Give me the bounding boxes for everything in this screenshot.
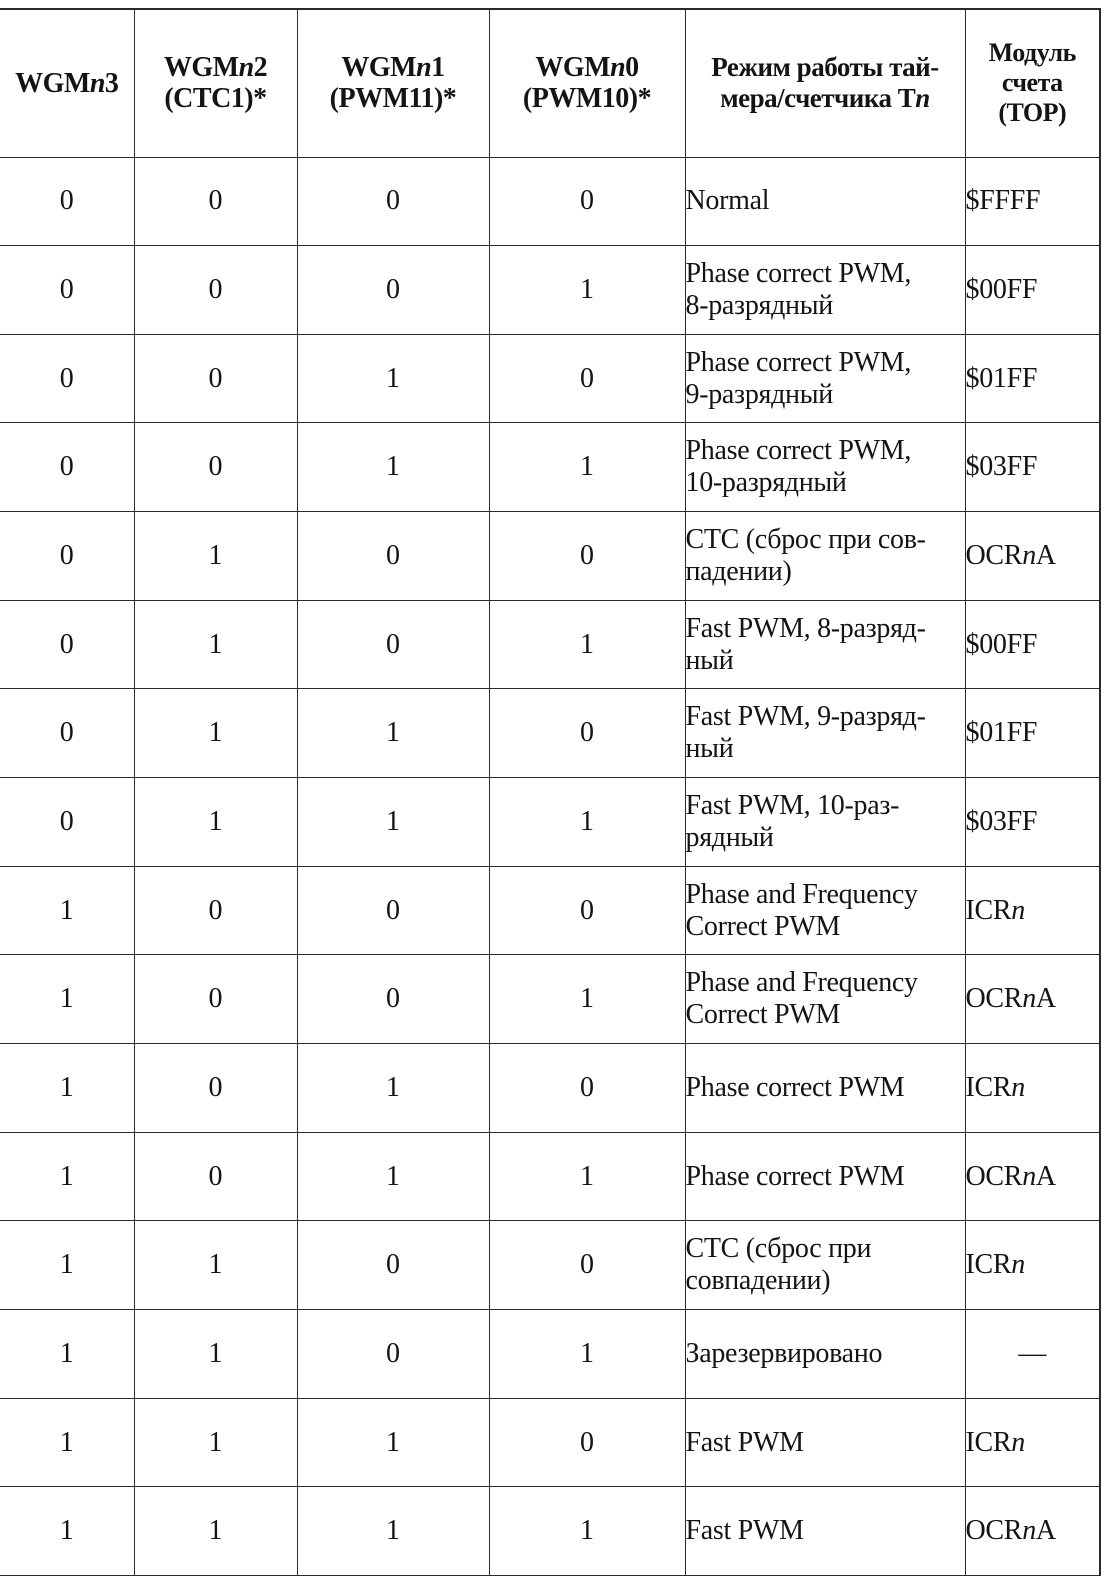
cell-wgm1: 1 bbox=[297, 1132, 489, 1221]
cell-top: $00FF bbox=[965, 246, 1100, 335]
table-row bbox=[0, 512, 1100, 601]
mode-line-2: ный bbox=[685, 644, 734, 676]
mode-line-1: Phase correct PWM, bbox=[685, 346, 912, 378]
cell-mode bbox=[685, 1044, 965, 1133]
mode-line-1: Normal bbox=[685, 185, 770, 217]
cell-top: $FFFF bbox=[965, 157, 1100, 246]
cell-wgm0: 1 bbox=[489, 1310, 685, 1399]
cell-wgm3: 0 bbox=[0, 512, 134, 601]
table-row bbox=[0, 600, 1100, 689]
cell-wgm0: 0 bbox=[489, 689, 685, 778]
cell-wgm3: 0 bbox=[0, 423, 134, 512]
cell-mode bbox=[685, 1310, 965, 1399]
header-mode: Режим работы тай- мера/счетчика Tn bbox=[685, 9, 965, 157]
mode-line-1: Phase correct PWM, bbox=[685, 257, 912, 289]
header-wgm3: WGMn3 bbox=[0, 9, 134, 157]
cell-wgm3: 0 bbox=[0, 334, 134, 423]
mode-line-2: совпадении) bbox=[685, 1265, 831, 1297]
cell-wgm2: 0 bbox=[134, 334, 297, 423]
cell-wgm1: 1 bbox=[297, 423, 489, 512]
cell-wgm1: 0 bbox=[297, 246, 489, 335]
mode-line-1: CTC (сброс при сов- bbox=[685, 523, 926, 555]
cell-wgm3: 0 bbox=[0, 246, 134, 335]
cell-top: ICRn bbox=[965, 1044, 1100, 1133]
mode-line-1: Fast PWM, 8-разряд- bbox=[685, 612, 926, 644]
cell-wgm1: 1 bbox=[297, 689, 489, 778]
cell-wgm2: 0 bbox=[134, 866, 297, 955]
cell-top: OCRnA bbox=[965, 955, 1100, 1044]
header-wgm1: WGMn1 (PWM11)* bbox=[297, 9, 489, 157]
cell-wgm2: 1 bbox=[134, 778, 297, 867]
cell-mode bbox=[685, 955, 965, 1044]
cell-wgm1: 0 bbox=[297, 1221, 489, 1310]
cell-mode bbox=[685, 1132, 965, 1221]
mode-line-1: Fast PWM bbox=[685, 1515, 804, 1547]
cell-wgm1: 0 bbox=[297, 157, 489, 246]
table-row bbox=[0, 955, 1100, 1044]
header-wgm0: WGMn0 (PWM10)* bbox=[489, 9, 685, 157]
mode-line-2: 10-разрядный bbox=[685, 467, 847, 499]
cell-mode bbox=[685, 1487, 965, 1576]
cell-top: ICRn bbox=[965, 866, 1100, 955]
cell-top: OCRnA bbox=[965, 512, 1100, 601]
cell-wgm1: 0 bbox=[297, 955, 489, 1044]
cell-top: $03FF bbox=[965, 423, 1100, 512]
table-row bbox=[0, 1221, 1100, 1310]
table-row bbox=[0, 423, 1100, 512]
cell-wgm2: 0 bbox=[134, 246, 297, 335]
mode-line-1: Phase correct PWM bbox=[685, 1160, 905, 1192]
cell-wgm3: 1 bbox=[0, 1398, 134, 1487]
cell-top: $03FF bbox=[965, 778, 1100, 867]
mode-line-1: Phase correct PWM bbox=[685, 1071, 905, 1103]
cell-wgm0: 0 bbox=[489, 1044, 685, 1133]
cell-mode bbox=[685, 778, 965, 867]
cell-wgm2: 1 bbox=[134, 512, 297, 601]
cell-wgm2: 1 bbox=[134, 689, 297, 778]
cell-wgm3: 0 bbox=[0, 157, 134, 246]
cell-wgm2: 0 bbox=[134, 955, 297, 1044]
mode-line-1: Зарезервировано bbox=[685, 1337, 883, 1369]
cell-mode bbox=[685, 600, 965, 689]
table-row bbox=[0, 1132, 1100, 1221]
header-top: Модуль счета (TOP) bbox=[965, 9, 1100, 157]
table-row bbox=[0, 157, 1100, 246]
cell-mode bbox=[685, 246, 965, 335]
mode-line-1: Fast PWM, 10-раз- bbox=[685, 789, 900, 821]
cell-wgm3: 1 bbox=[0, 1310, 134, 1399]
table-row bbox=[0, 778, 1100, 867]
cell-wgm0: 1 bbox=[489, 600, 685, 689]
mode-line-2: Correct PWM bbox=[685, 999, 841, 1031]
cell-wgm3: 1 bbox=[0, 1221, 134, 1310]
header-row bbox=[0, 9, 1100, 157]
cell-top: ICRn bbox=[965, 1221, 1100, 1310]
cell-mode bbox=[685, 1398, 965, 1487]
cell-wgm3: 1 bbox=[0, 1487, 134, 1576]
cell-mode bbox=[685, 1221, 965, 1310]
cell-wgm1: 1 bbox=[297, 1487, 489, 1576]
cell-mode bbox=[685, 157, 965, 246]
cell-wgm0: 1 bbox=[489, 778, 685, 867]
cell-mode bbox=[685, 689, 965, 778]
table-row bbox=[0, 1487, 1100, 1576]
cell-wgm0: 1 bbox=[489, 246, 685, 335]
cell-wgm1: 0 bbox=[297, 512, 489, 601]
table-row bbox=[0, 246, 1100, 335]
cell-wgm2: 1 bbox=[134, 1487, 297, 1576]
cell-wgm1: 0 bbox=[297, 1310, 489, 1399]
mode-line-2: 9-разрядный bbox=[685, 378, 833, 410]
cell-wgm0: 1 bbox=[489, 1132, 685, 1221]
cell-wgm3: 0 bbox=[0, 689, 134, 778]
cell-wgm0: 0 bbox=[489, 866, 685, 955]
cell-wgm3: 1 bbox=[0, 866, 134, 955]
cell-wgm1: 1 bbox=[297, 1398, 489, 1487]
cell-wgm1: 1 bbox=[297, 334, 489, 423]
cell-wgm3: 1 bbox=[0, 1044, 134, 1133]
cell-wgm3: 0 bbox=[0, 778, 134, 867]
mode-line-2: падении) bbox=[685, 555, 792, 587]
cell-mode bbox=[685, 423, 965, 512]
cell-wgm0: 0 bbox=[489, 512, 685, 601]
cell-wgm2: 0 bbox=[134, 423, 297, 512]
cell-wgm0: 1 bbox=[489, 1487, 685, 1576]
cell-wgm2: 0 bbox=[134, 1044, 297, 1133]
cell-mode bbox=[685, 866, 965, 955]
cell-mode bbox=[685, 512, 965, 601]
table-row bbox=[0, 1310, 1100, 1399]
cell-wgm0: 0 bbox=[489, 1398, 685, 1487]
cell-top: $01FF bbox=[965, 334, 1100, 423]
cell-top: — bbox=[965, 1310, 1100, 1399]
cell-wgm3: 0 bbox=[0, 600, 134, 689]
table-row bbox=[0, 334, 1100, 423]
mode-line-1: Phase and Frequency bbox=[685, 967, 918, 999]
cell-top: OCRnA bbox=[965, 1487, 1100, 1576]
cell-wgm1: 1 bbox=[297, 1044, 489, 1133]
cell-wgm0: 0 bbox=[489, 157, 685, 246]
cell-wgm2: 0 bbox=[134, 157, 297, 246]
mode-line-1: CTC (сброс при bbox=[685, 1233, 872, 1265]
mode-line-1: Fast PWM bbox=[685, 1426, 804, 1458]
cell-top: OCRnA bbox=[965, 1132, 1100, 1221]
wgm-mode-table bbox=[0, 8, 1101, 1576]
cell-wgm0: 0 bbox=[489, 334, 685, 423]
cell-top: $00FF bbox=[965, 600, 1100, 689]
cell-wgm0: 1 bbox=[489, 423, 685, 512]
table-row bbox=[0, 689, 1100, 778]
mode-line-2: 8-разрядный bbox=[685, 289, 833, 321]
cell-wgm2: 1 bbox=[134, 1310, 297, 1399]
cell-wgm0: 0 bbox=[489, 1221, 685, 1310]
cell-wgm3: 1 bbox=[0, 955, 134, 1044]
mode-line-1: Phase and Frequency bbox=[685, 878, 918, 910]
cell-wgm2: 1 bbox=[134, 1221, 297, 1310]
cell-top: ICRn bbox=[965, 1398, 1100, 1487]
cell-mode bbox=[685, 334, 965, 423]
table-row bbox=[0, 1044, 1100, 1133]
cell-top: $01FF bbox=[965, 689, 1100, 778]
mode-line-2: ный bbox=[685, 733, 734, 765]
cell-wgm2: 0 bbox=[134, 1132, 297, 1221]
table-row bbox=[0, 1398, 1100, 1487]
mode-line-2: рядный bbox=[685, 821, 774, 853]
cell-wgm1: 0 bbox=[297, 866, 489, 955]
cell-wgm2: 1 bbox=[134, 1398, 297, 1487]
cell-wgm1: 1 bbox=[297, 778, 489, 867]
mode-line-1: Fast PWM, 9-разряд- bbox=[685, 701, 926, 733]
cell-wgm1: 0 bbox=[297, 600, 489, 689]
cell-wgm3: 1 bbox=[0, 1132, 134, 1221]
cell-wgm2: 1 bbox=[134, 600, 297, 689]
header-wgm2: WGMn2 (CTC1)* bbox=[134, 9, 297, 157]
mode-line-2: Correct PWM bbox=[685, 910, 841, 942]
cell-wgm0: 1 bbox=[489, 955, 685, 1044]
table-row bbox=[0, 866, 1100, 955]
mode-line-1: Phase correct PWM, bbox=[685, 435, 912, 467]
